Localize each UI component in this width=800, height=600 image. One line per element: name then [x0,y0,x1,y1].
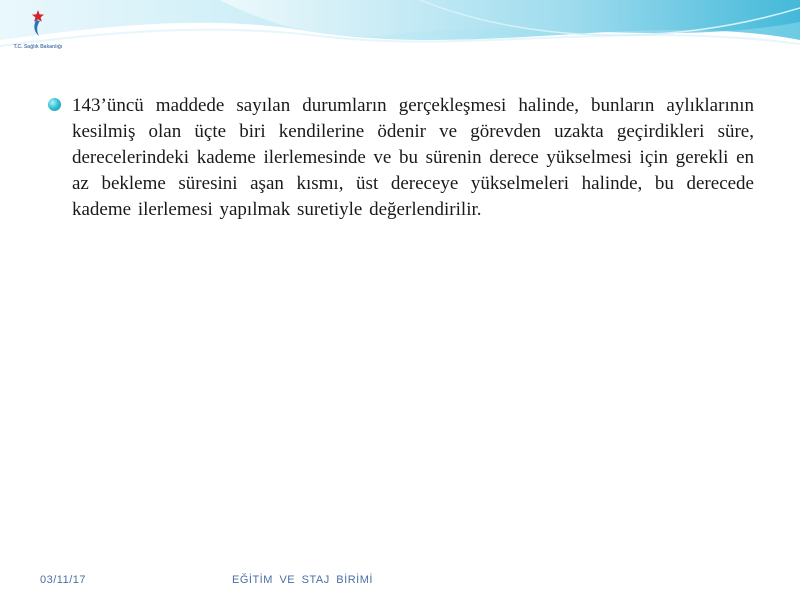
content-area [48,93,754,223]
ministry-logo-icon [6,6,70,44]
footer-date: 03/11/17 [40,574,87,586]
logo-name: T.C. Sağlık Bakanlığı [13,44,63,50]
body-paragraph: 143’üncü maddede sayılan durumların gerçekleşmesi halinde, bunların aylıklarının kesilmiş olan üçte biri kendilerine ödenir ve görevden uzakta geçirdikleri süre, derecelerindeki kademe ilerlemesinde ve bu sürenin derece yükselmesi için gerekli en az bekleme süresini aşan kısmı, üst dereceye yükselmeleri halinde, bu derecede kademe ilerlemesi yapılmak suretiyle değerlendirilir. [72,95,754,220]
footer-title: EĞİTİM VE STAJ BİRİMİ [232,574,373,586]
header-wave [0,0,800,90]
round-bullet-icon [48,98,61,111]
bullet-item [48,93,754,223]
ministry-logo [6,6,70,70]
